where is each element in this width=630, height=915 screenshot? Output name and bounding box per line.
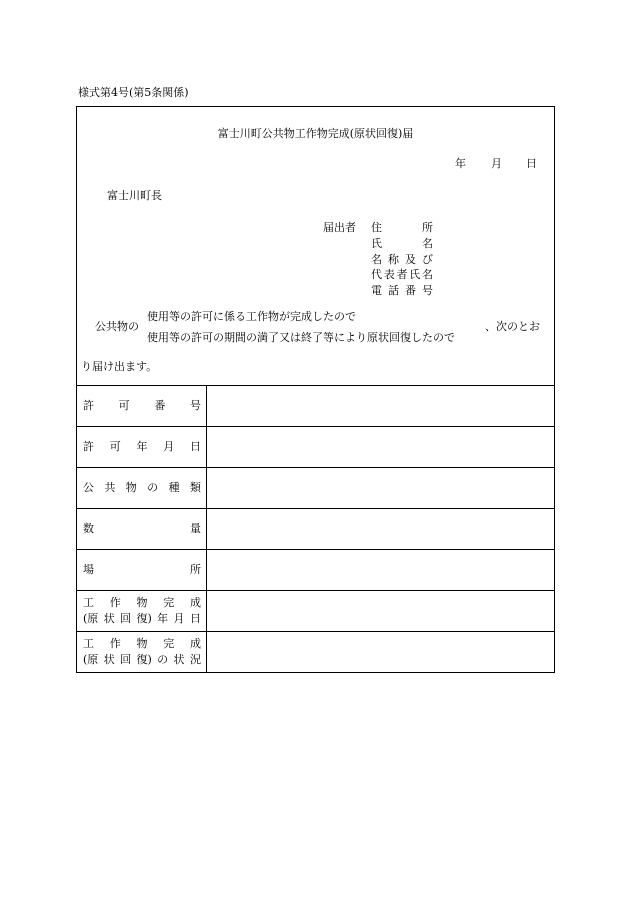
label-line: 公 共 物 の 種 類 xyxy=(83,481,201,494)
body-text-prefix: 公共物の xyxy=(95,320,139,333)
body-option-completed: 使用等の許可に係る工作物が完成したので xyxy=(147,310,356,323)
completion-date-value-cell[interactable] xyxy=(207,591,555,632)
label-line: (原 状 回 復) の 状 況 xyxy=(83,653,201,666)
submitter-name-label: 氏 名 xyxy=(371,237,433,250)
table-row-permit-date xyxy=(77,427,554,468)
permit-date-label xyxy=(77,427,207,468)
date-month: 月 xyxy=(491,157,502,170)
submitter-address-label: 住 所 xyxy=(371,221,433,234)
location-label xyxy=(77,550,207,591)
addressee: 富士川町長 xyxy=(107,189,162,202)
completion-status-value-cell[interactable] xyxy=(207,632,555,673)
location-value-cell[interactable] xyxy=(207,550,555,591)
table-row-completion-date xyxy=(77,591,554,632)
table-row-permit-number xyxy=(77,386,554,427)
quantity-label xyxy=(77,509,207,550)
label-line: 許 可 年 月 日 xyxy=(83,440,201,453)
body-text-suffix: 、次のとお xyxy=(485,320,540,333)
quantity-value-cell[interactable] xyxy=(207,509,555,550)
completion-date-label xyxy=(77,591,207,632)
body-option-restored: 使用等の許可の期間の満了又は終了等により原状回復したので xyxy=(147,331,455,344)
permit-number-value-cell[interactable] xyxy=(207,386,555,427)
label-line: 数 量 xyxy=(83,522,201,535)
label-line: 工 作 物 完 成 xyxy=(83,637,201,650)
submitter-label: 届出者 xyxy=(323,221,356,234)
date-day: 日 xyxy=(526,157,537,170)
label-line: 場 所 xyxy=(83,563,201,576)
body-text-continuation: り届け出ます。 xyxy=(81,360,158,373)
label-line: (原 状 回 復) 年 月 日 xyxy=(83,612,201,625)
table-row-public-property-type xyxy=(77,468,554,509)
public-property-type-label xyxy=(77,468,207,509)
table-row-completion-status xyxy=(77,632,554,673)
submitter-name-rep-label-1: 名 称 及 び xyxy=(371,253,433,266)
form-frame xyxy=(76,106,555,673)
table-row-location xyxy=(77,550,554,591)
public-property-type-value-cell[interactable] xyxy=(207,468,555,509)
submitter-name-rep-label-2: 代 表 者 氏 名 xyxy=(371,268,433,281)
submitter-phone-label: 電 話 番 号 xyxy=(371,284,433,297)
label-line: 工 作 物 完 成 xyxy=(83,596,201,609)
permit-number-label xyxy=(77,386,207,427)
label-line: 許 可 番 号 xyxy=(83,399,201,412)
table-row-quantity xyxy=(77,509,554,550)
permit-date-value-cell[interactable] xyxy=(207,427,555,468)
completion-status-label xyxy=(77,632,207,673)
document-title: 富士川町公共物工作物完成(原状回復)届 xyxy=(217,127,414,140)
date-year: 年 xyxy=(455,157,466,170)
info-table xyxy=(77,385,554,672)
form-number-label: 様式第4号(第5条関係) xyxy=(78,86,189,99)
